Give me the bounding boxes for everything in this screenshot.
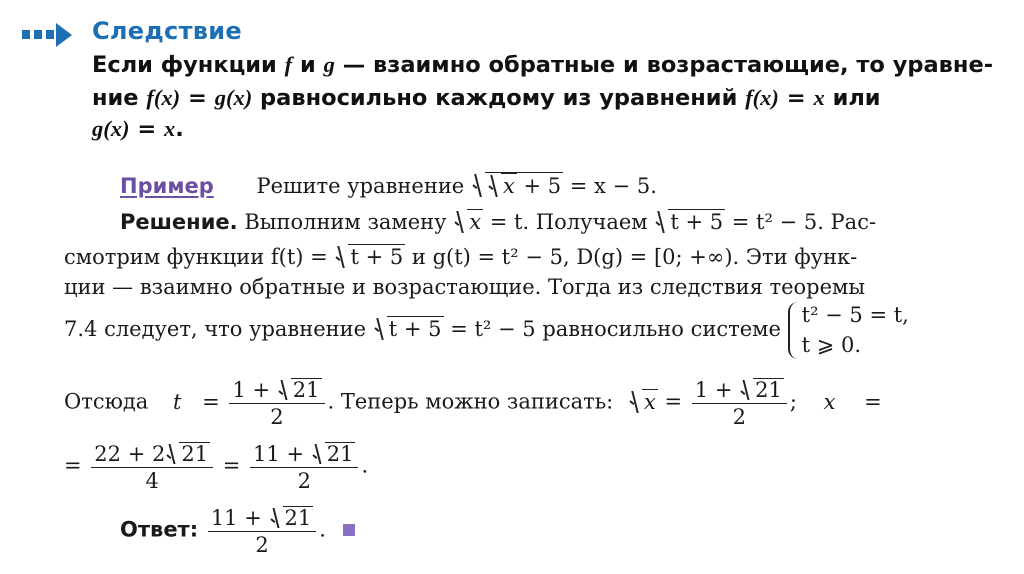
solution-label: Решение. <box>120 210 238 234</box>
fraction-t: $\frac{1 + 21}{2}$ <box>229 378 324 428</box>
corollary-line-3: g(x) = x. <box>92 116 184 142</box>
example-label: Пример <box>120 174 214 198</box>
fraction-x-2: $\frac{11 + 21}{2}$ <box>250 442 358 492</box>
answer-fraction: $\frac{11 + 21}{2}$ <box>208 506 316 556</box>
example-line: Пример Решите уравнение x + 5 = x − 5. <box>120 174 657 198</box>
end-of-proof-mark <box>343 524 355 536</box>
solution-line-3: ции — взаимно обратные и возрастающие. Тогда из следствия теоремы <box>64 275 866 299</box>
solution-line-4: 7.4 следует, что уравнение t + 5 = t² − 5 равносильно системе t² − 5 = t, t ⩾ 0. <box>64 300 909 361</box>
fraction-sqrt-x: $\frac{1 + 21}{2}$ <box>692 378 787 428</box>
answer-label: Ответ: <box>120 517 199 542</box>
fraction-x-1: $\frac{22 + 2 21}{4}$ <box>91 442 213 492</box>
corollary-line-2: ние f(x) = g(x) равносильно каждому из уравнений f(x) = x или <box>92 85 881 111</box>
equation-system: t² − 5 = t, t ⩾ 0. <box>788 300 909 361</box>
solution-line-5: Отсюда t = $\frac{1 + 21}{2}$ . Теперь можно записать: x = $\frac{1 + 21}{2}$ ; x = <box>64 378 882 430</box>
corollary-heading: Следствие <box>92 17 242 45</box>
solution-line-6: = $\frac{22 + 2 21}{4}$ = $\frac{11 + 21}{2}$ . <box>64 442 369 494</box>
answer-line: Ответ: $\frac{11 + 21}{2}$ . <box>120 506 355 556</box>
solution-line-2: смотрим функции f(t) = t + 5 и g(t) = t² − 5, D(g) = [0; +∞). Эти функ- <box>64 245 858 269</box>
solution-line-1: Решение. Выполним замену x = t. Получаем t + 5 = t² − 5. Рас- <box>120 210 877 234</box>
arrow-icon <box>22 22 76 48</box>
corollary-line-1: Если функции f и g — взаимно обратные и возрастающие, то уравне- <box>92 52 994 78</box>
